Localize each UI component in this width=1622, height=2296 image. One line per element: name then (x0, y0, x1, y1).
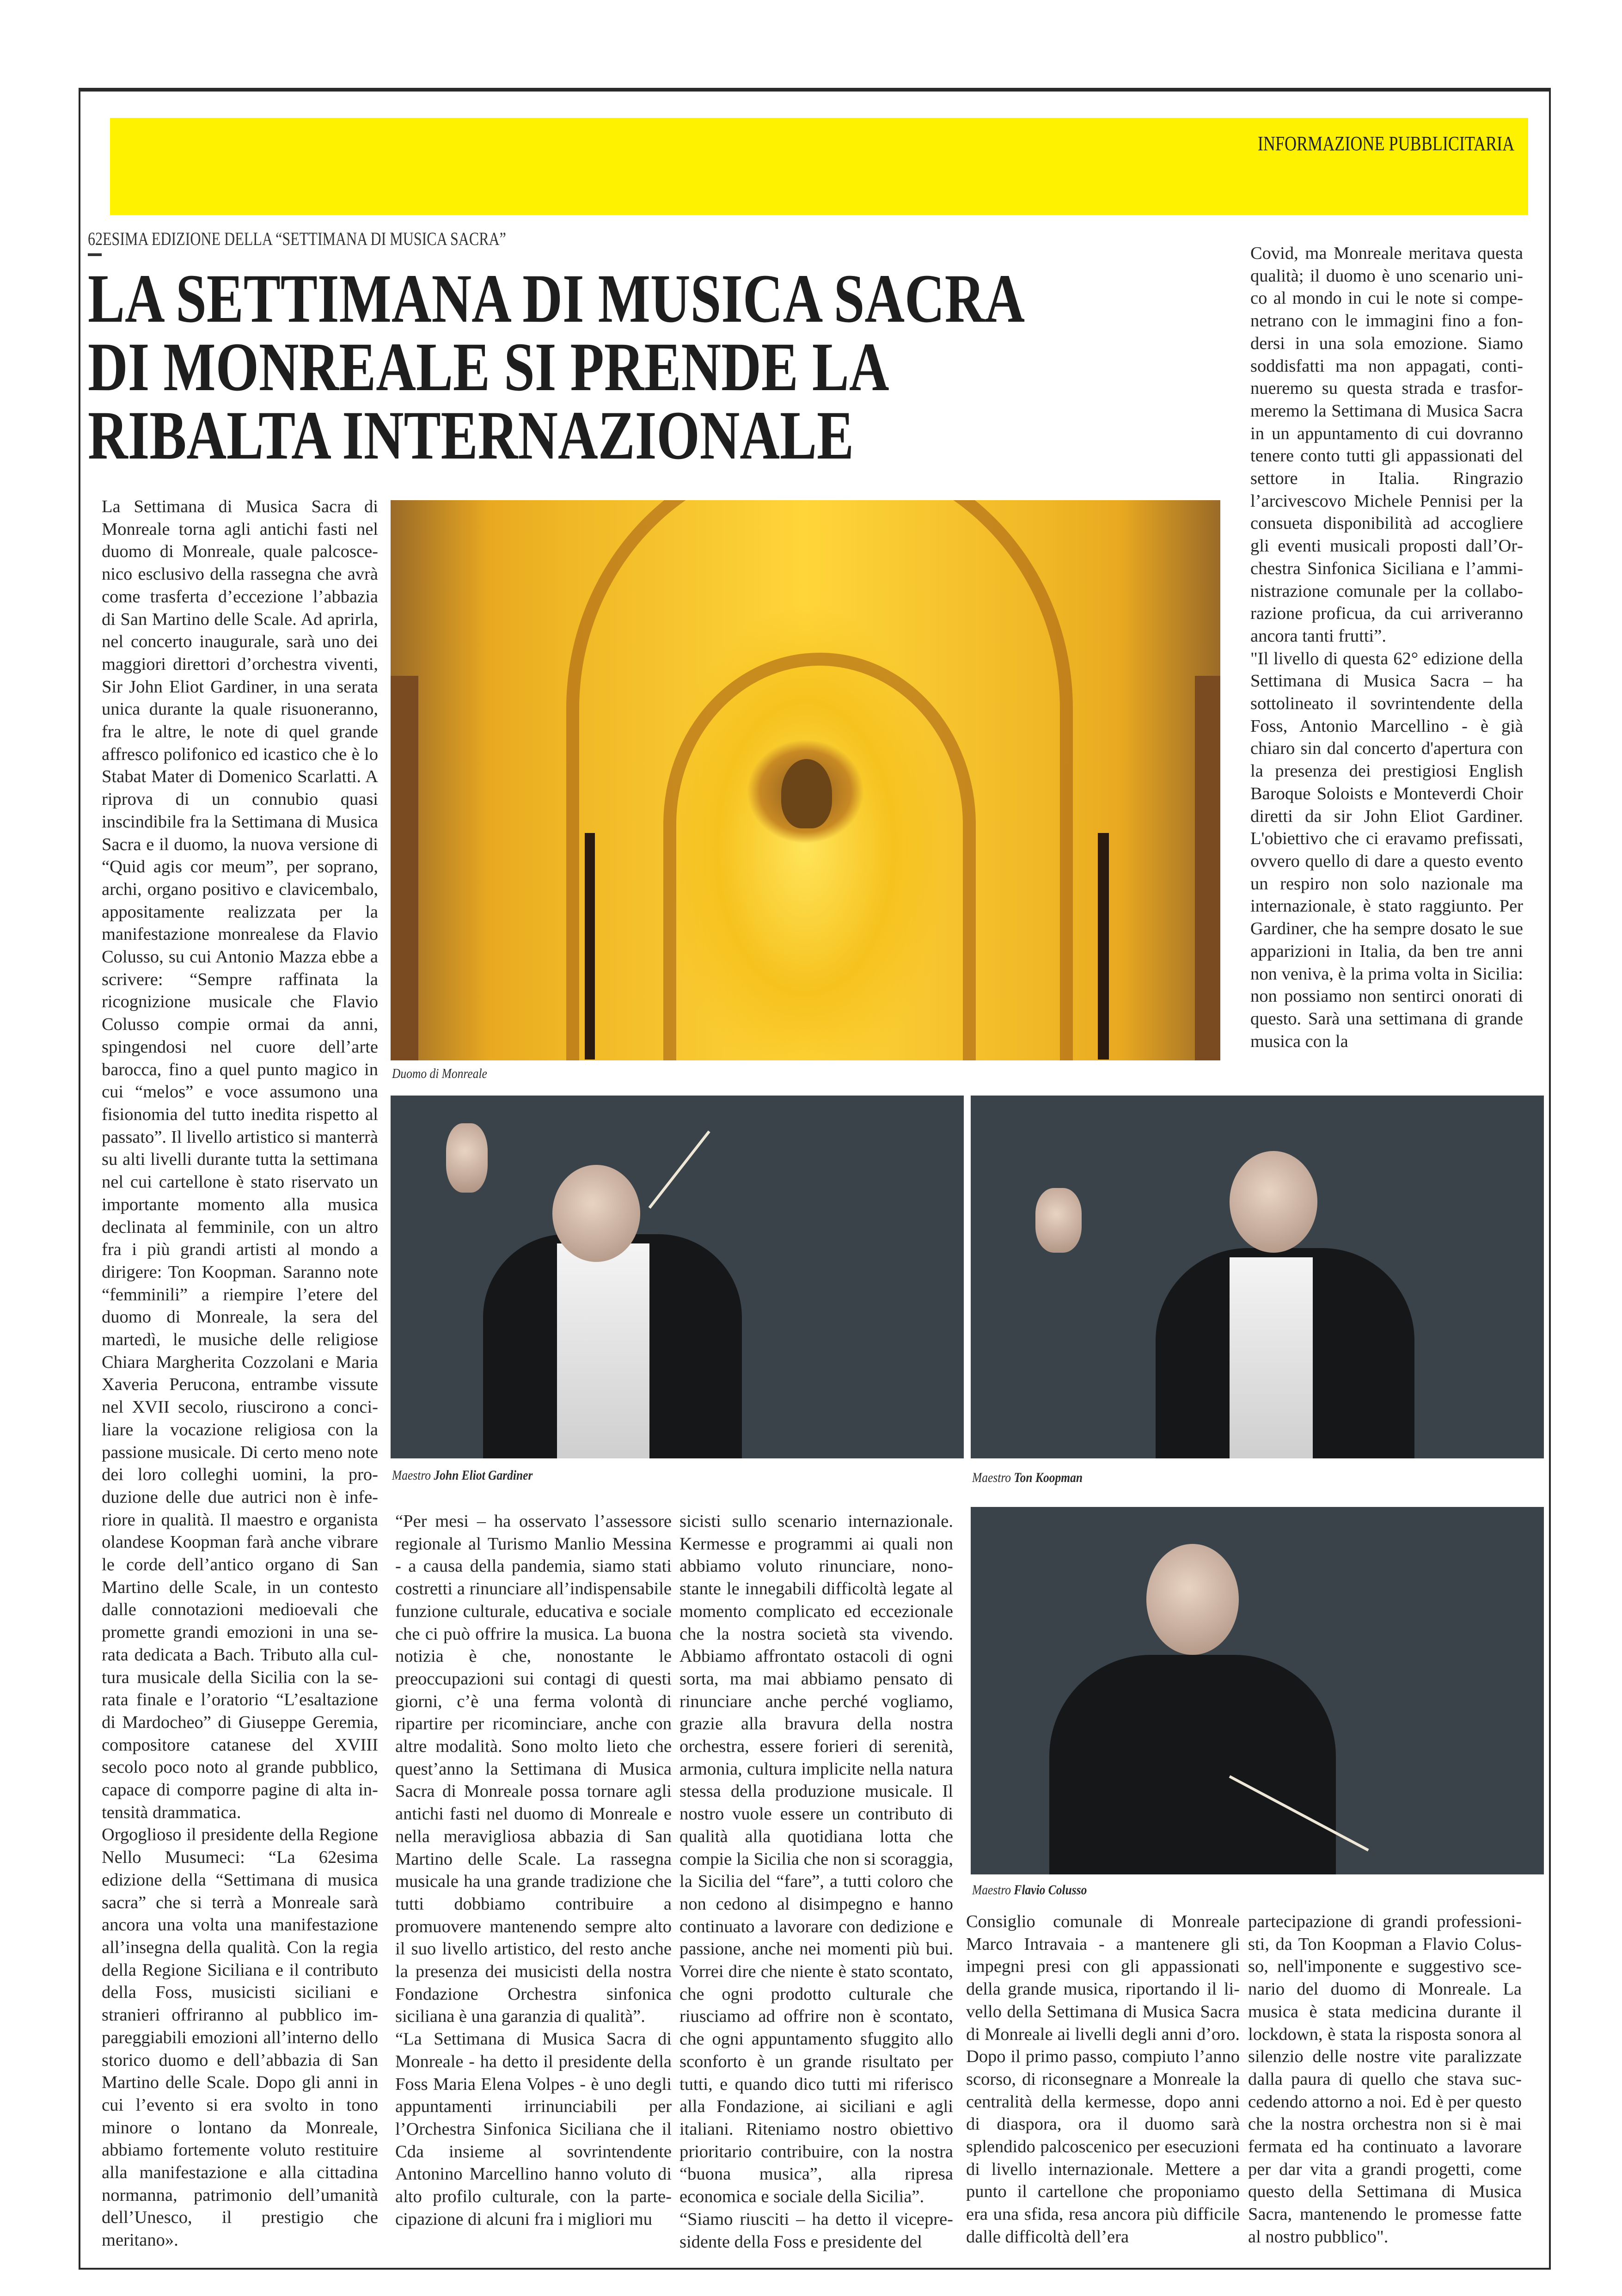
colusso-photo (971, 1507, 1544, 1874)
article-column-2 (395, 1510, 672, 2231)
gardiner-caption (392, 1468, 533, 1483)
headline-line-3: RIBALTA INTERNAZIONALE (88, 397, 854, 474)
apse-arch-shape (663, 653, 976, 1060)
paragraph: Covid, ma Monreale meritava questa qualità; il duomo è uno scenario unico al mondo in cui le note si compenetrano con le immagini fino a fondersi in una sola emozione. Siamo soddisfatti ma non appagati, continueremo su questa strada e trasformeremo la Settimana di Musica Sacra in un appuntamento di cui dovranno tenere conto tutti gli appassionati del settore in Italia. Ringrazio l’arcivescovo Michele Pennisi per la consueta disponibilità ad accogliere gli eventi musicali proposti dall’Orchestra Sinfonica Siciliana e l’amministrazione comunale per la collaborazione proficua, da cui arriveranno ancora tanti frutti”. (1250, 244, 1523, 646)
article-column-right-top (1250, 242, 1523, 1053)
column-shape (1098, 833, 1109, 1059)
cathedral-photo (391, 500, 1220, 1060)
shirt-shape (1230, 1257, 1313, 1458)
paragraph: “La Settimana di Musica Sacra di Monreale - ha detto il presidente della Foss Maria Elena Volpes - è uno degli appuntamenti irrinunciabili per l’Orchestra Sinfonica Siciliana che il Cda insieme al sovrintendente Antonino Marcellino hanno voluto di alto profilo culturale, con la partecipazione di alcuni fra i migliori mu (395, 2029, 672, 2229)
paragraph: sicisti sullo scenario internazionale. Kermesse e programmi ai quali non abbiamo voluto rinunciare, nonostante le innegabili difficoltà legate al momento complicato ed eccezionale che la nostra società sta vivendo. Abbiamo affrontato ostacoli di ogni sorta, ma mai abbiamo pensato di rinunciare anche perché vogliamo, grazie alla bravura della nostra orchestra, essere forieri di serenità, armonia, cultura implicite nella natura stessa della produzione musicale. Il nostro vuole essere un contributo di qualità alla quotidiana lotta che compie la Sicilia che non si scoraggia, la Sicilia del “fare”, a tutti coloro che non cedono al disimpegno e hanno continuato a lavorare con dedizione e passione, anche nei momenti più bui. Vorrei dire che niente è stato scontato, che ogni prodotto culturale che riusciamo ad offrire non è scontato, che ogni appuntamento sfuggito allo sconforto è un grande risultato per tutti, e quando dico tutti mi riferisco alla Fondazione, ai siciliani e agli italiani. Riteniamo nostro obiettivo prioritario contribuire, con la nostra “buona musica”, alla ripresa economica e sociale della Sicilia”. (679, 1512, 953, 2207)
headline-line-2: DI MONREALE SI PRENDE LA (88, 329, 889, 405)
shirt-shape (557, 1243, 649, 1458)
article-column-5 (1248, 1910, 1522, 2248)
paragraph: Consiglio comunale di Monreale Marco Intravaia - a mantenere gli impegni presi con gli appassionati della grande musica, riportando il livello della Settimana di Musica Sacra di Monreale ai livelli degli anni d’oro. Dopo il primo passo, compiuto l’anno scorso, di riconsegnare a Monreale la centralità della kermesse, dopo anni di diaspora, ora il duomo sarà splendido palcoscenico per esecuzioni di livello internazionale. Mettere a punto il cartellone che proponiamo era una sfida, resa ancora più difficile dalle difficoltà dell’era (966, 1912, 1240, 2247)
caption-prefix: Maestro (972, 1882, 1014, 1898)
colusso-caption (972, 1882, 1087, 1898)
article-column-4 (966, 1910, 1240, 2248)
caption-name: Flavio Colusso (1014, 1882, 1087, 1898)
article-column-3 (679, 1510, 953, 2253)
baton (649, 1131, 710, 1209)
advertorial-label: INFORMAZIONE PUBBLICITARIA (1257, 132, 1514, 155)
conductor-head (1230, 1151, 1317, 1253)
paragraph: La Settimana di Musica Sacra di Monreale torna agli antichi fasti nel duomo di Monreale, quale palcoscenico esclusivo della rassegna che avrà come trasferta d’eccezione l’abbazia di San Martino delle Scale. Ad aprirla, nel concerto inaugurale, sarà uno dei maggiori direttori d’orchestra viventi, Sir John Eliot Gardiner, in una serata unica durante la quale risuoneranno, fra le altre, le note di quel grande affresco polifonico ed icastico che è lo Stabat Mater di Domenico Scarlatti. A riprova di un connubio quasi inscindibile fra la Settimana di Musica Sacra e il duomo, la nuova versione di “Quid agis cor meum”, per soprano, archi, organo positivo e clavicembalo, appositamente realizzata per la manifestazione monrealese da Flavio Colusso, su cui Antonio Mazza ebbe a scrivere: “Sempre raffinata la ricognizione musicale che Flavio Colusso compie ormai da anni, spingendosi nel cuore dell’arte barocca, fino a quel punto magico in cui “melos” e voce assumono una fisionomia del tutto inedita rispetto al passato”. Il livello artistico si manterrà su alti livelli durante tutta la settimana nel cui cartellone è stato riservato un importante momento alla musica declinata al femminile, con un altro fra i più grandi artisti al mondo a dirigere: Ton Koopman. Saranno note “femminili” a riempire l’etere del duomo di Monreale, la sera del martedì, le musiche delle religiose Chiara Margherita Cozzolani e Maria Xaveria Perucona, entrambe vissute nel XVII secolo, riuscirono a conciliare la vocazione religiosa con la passione musicale. Di certo meno note dei loro colleghi uomini, la produzione delle due autrici non è inferiore in qualità. Il maestro e organista olandese Koopman farà anche vibrare le corde dell’antico organo di San Martino delle Scale, in un contesto dalle connotazioni medioevali che promette grandi emozioni in una serata dedicata a Bach. Tributo alla cultura musicale della Sicilia con la serata finale e l’oratorio “L’esaltazione di Mardocheo” di Giuseppe Geremia, compositore catanese del XVIII secolo poco noto al grande pubblico, capace di comporre pagine di alta intensità drammatica. (102, 497, 378, 1822)
column-shape (585, 833, 595, 1059)
gardiner-photo (391, 1096, 964, 1458)
paragraph: “Siamo riusciti – ha detto il vicepresidente della Foss e presidente del (679, 2209, 953, 2252)
article-headline (88, 260, 1049, 474)
kicker-rule (88, 253, 102, 256)
conductor-hand (446, 1123, 488, 1193)
conductor-head (552, 1165, 640, 1262)
cathedral-caption: Duomo di Monreale (392, 1066, 487, 1081)
caption-prefix: Maestro (392, 1468, 434, 1483)
conductor-head (1146, 1544, 1239, 1655)
side-wall-shape (391, 676, 418, 1060)
paragraph: Orgoglioso il presidente della Regione Nello Musumeci: “La 62esima edizione della “Settimana di musica sacra” che si terrà a Monreale sarà ancora una volta una manifestazione all’insegna della qualità. Con la regia della Regione Siciliana e il contributo della Foss, musicisti siciliani e stranieri offriranno al pubblico impareggiabili emozioni all’interno dello storico duomo e dell’abbazia di San Martino delle Scale. Dopo gli anni in cui l’evento si era svolto in tono minore o lontano da Monreale, abbiamo fortemente voluto restituire alla manifestazione e alla cittadina normanna, patrimonio dell’umanità dell’Unesco, il prestigio che meritano». (102, 1825, 378, 2250)
koopman-caption (972, 1470, 1083, 1486)
paragraph: "Il livello di questa 62° edizione della Settimana di Musica Sacra – ha sottolineato il sovrintendente della Foss, Antonio Marcellino - è già chiaro sin dal concerto d'apertura con la presenza dei prestigiosi English Baroque Soloists e Monteverdi Choir diretti da sir John Eliot Gardiner. L'obiettivo che ci eravamo prefissati, ovvero quello di dare a questo evento un respiro non solo nazionale ma internazionale, è stato raggiunto. Per Gardiner, che ha sempre dosato le sue apparizioni in Italia, da ben tre anni non veniva, è la prima volta in Sicilia: non possiamo non sentirci onorati di questo. Sarà una settimana di grande musica con la (1250, 649, 1523, 1051)
caption-name: Ton Koopman (1014, 1470, 1083, 1485)
headline-line-1: LA SETTIMANA DI MUSICA SACRA (88, 260, 1025, 337)
jacket-shape (1049, 1655, 1336, 1874)
koopman-photo (971, 1096, 1544, 1458)
conductor-hand (1035, 1188, 1082, 1253)
article-column-1 (102, 496, 378, 2252)
caption-prefix: Maestro (972, 1470, 1014, 1485)
paragraph: partecipazione di grandi professionisti, da Ton Koopman a Flavio Colusso, nell'imponente e suggestivo scenario del duomo di Monreale. La musica è stata medicina durante il lockdown, è stata la risposta sonora al silenzio delle nostre vite paralizzate dalla paura di quello che stava succedendo attorno a noi. Ed è per questo che la nostra orchestra non si è mai fermata ed ha continuato a lavorare per dar vita a grandi progetti, come questo della Settimana di Musica Sacra, mantenendo le promesse fatte al nostro pubblico". (1248, 1912, 1522, 2247)
advertorial-banner (110, 118, 1528, 215)
paragraph: “Per mesi – ha osservato l’assessore regionale al Turismo Manlio Messina - a causa della pandemia, siamo stati costretti a rinunciare all’indispensabile funzione culturale, educativa e sociale che ci può offrire la musica. La buona notizia è che, nonostante le preoccupazioni sui contagi di questi giorni, c’è una ferma volontà di ripartire per ricominciare, anche con altre modalità. Sono molto lieto che quest’anno la Settimana di Musica Sacra di Monreale possa tornare agli antichi fasti nel duomo di Monreale e nella meravigliosa abbazia di San Martino delle Scale. La rassegna musicale ha una grande tradizione che tutti dobbiamo contribuire a promuovere mantenendo sempre alto il suo livello artistico, del resto anche la presenza dei musicisti della nostra Fondazione Orchestra sinfonica siciliana è una garanzia di qualità”. (395, 1512, 672, 2027)
pantocrator-mosaic (781, 759, 832, 828)
article-kicker: 62ESIMA EDIZIONE DELLA “SETTIMANA DI MUSICA SACRA” (88, 228, 506, 249)
side-wall-shape (1195, 676, 1220, 1060)
caption-name: John Eliot Gardiner (434, 1468, 533, 1483)
